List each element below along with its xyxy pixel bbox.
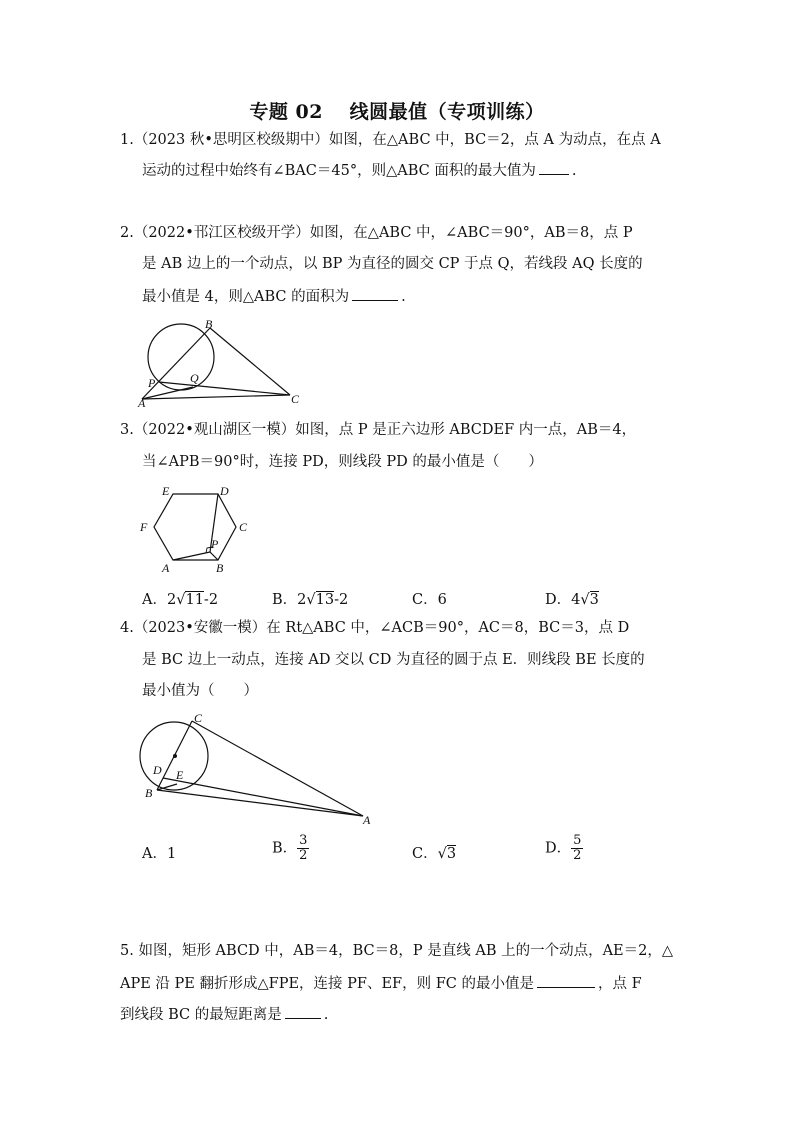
q4-label-b: B — [145, 786, 153, 800]
q4-option-b-letter: B． — [272, 840, 298, 857]
q3-option-d-letter: D． — [545, 592, 572, 608]
q3-hexagon — [154, 494, 236, 560]
q4-segment-da — [163, 778, 363, 816]
q3-option-c[interactable] — [412, 588, 447, 609]
q5-answer-blank-1 — [537, 973, 595, 988]
q4-option-a[interactable] — [142, 842, 176, 863]
q3-label-e: E — [162, 484, 170, 498]
page-title: 专题 02 线圆最值（专项训练） — [249, 101, 545, 123]
q4-segment-ca — [192, 721, 363, 816]
q3-option-d[interactable] — [545, 588, 599, 609]
q1-line2 — [142, 160, 576, 181]
q2-line3 — [142, 286, 406, 307]
q2-label-a: A — [138, 396, 146, 410]
q3-option-a-coef: 2 — [166, 592, 177, 608]
q3-option-a-radical: √11 — [176, 592, 204, 608]
q3-label-p: P — [211, 537, 219, 551]
q5-line3-text: 到线段 BC 的最短距离是 — [120, 1007, 282, 1023]
q4-segment-ba — [157, 790, 363, 816]
q2-period: . — [401, 289, 406, 305]
q4-figure — [135, 708, 380, 828]
q5-line3 — [120, 1004, 328, 1025]
q3-option-b-coef: 2 — [297, 592, 307, 608]
q4-line3: 最小值为（ ） — [142, 683, 258, 699]
q5-period: . — [323, 1007, 329, 1023]
q3-segment-bp — [210, 552, 218, 560]
q3-option-b-radical: √13 — [306, 592, 335, 608]
q2-label-c: C — [291, 392, 300, 406]
q3-option-b[interactable] — [272, 588, 348, 609]
q4-option-a-letter: A． — [142, 846, 167, 862]
q3-option-d-coef: 4 — [571, 592, 581, 608]
q3-option-d-radical: √3 — [580, 592, 599, 608]
q1-line2-text: 运动的过程中始终有∠BAC＝45°，则△ABC 面积的最大值为 — [142, 163, 536, 179]
q4-option-d-letter: D． — [545, 840, 572, 857]
q4-option-a-value: 1 — [166, 846, 177, 862]
q2-segment-bc — [210, 328, 290, 395]
q3-option-b-tail: -2 — [334, 592, 349, 608]
q4-line1: 4.（2023•安徽一模）在 Rt△ABC 中，∠ACB＝90°，AC＝8，BC＝3，点 D — [120, 620, 630, 636]
q2-label-p: P — [148, 376, 156, 390]
q2-line2: 是 AB 边上的一个动点，以 BP 为直径的圆交 CP 于点 Q，若线段 AQ 长度的 — [142, 256, 643, 272]
q3-line1: 3.（2022•观山湖区一模）如图，点 P 是正六边形 ABCDEF 内一点，AB＝4， — [120, 422, 637, 438]
q3-label-f: F — [140, 520, 148, 534]
q5-line2-tail: ，点 F — [597, 976, 642, 992]
q5-line2 — [120, 973, 642, 994]
q3-label-c: C — [239, 520, 248, 534]
q3-option-a-radicand: 11 — [185, 592, 204, 608]
q2-segment-pc — [159, 382, 290, 395]
q4-option-d[interactable] — [545, 834, 583, 863]
q4-line2: 是 BC 边上一动点，连接 AD 交以 CD 为直径的圆于点 E．则线段 BE 长度的 — [142, 652, 645, 668]
q4-option-c-radicand: 3 — [446, 846, 457, 862]
q4-option-d-numerator: 5 — [573, 833, 582, 848]
q1-line1: 1.（2023 秋•思明区校级期中）如图，在△ABC 中，BC＝2，点 A 为动点，在点 A — [120, 132, 661, 148]
q2-segment-ac — [142, 395, 290, 399]
q4-option-b-fraction — [297, 834, 309, 863]
q5-line1: 5. 如图，矩形 ABCD 中，AB＝4，BC＝8，P 是直线 AB 上的一个动点，AE＝2，△ — [120, 943, 674, 959]
q5-answer-blank-2 — [285, 1004, 321, 1019]
q2-figure — [130, 315, 320, 410]
q3-option-c-value: 6 — [437, 592, 447, 608]
q1-answer-blank — [539, 160, 569, 175]
q4-option-d-denominator: 2 — [573, 848, 582, 863]
q2-answer-blank — [352, 286, 398, 301]
q4-label-d: D — [153, 763, 162, 777]
q3-option-b-radicand: 13 — [315, 592, 335, 608]
q3-line2: 当∠APB＝90°时，连接 PD，则线段 PD 的最小值是（ ） — [142, 454, 543, 470]
q4-option-b[interactable] — [272, 834, 309, 863]
q3-option-a-tail: -2 — [203, 592, 219, 608]
q3-segment-ap — [173, 552, 210, 560]
q3-label-d: D — [220, 484, 229, 498]
q2-label-b: B — [205, 317, 213, 331]
q4-option-b-denominator: 2 — [299, 848, 308, 863]
q3-label-a: A — [162, 561, 170, 575]
q3-option-a-letter: A． — [142, 592, 167, 608]
q4-option-c-letter: C． — [412, 846, 438, 862]
q2-label-q: Q — [190, 371, 199, 385]
q3-option-c-letter: C． — [412, 592, 438, 608]
q3-option-d-radicand: 3 — [589, 592, 599, 608]
q3-option-b-letter: B． — [272, 592, 298, 608]
q3-label-b: B — [216, 561, 224, 575]
q4-label-e: E — [176, 768, 184, 782]
q1-period: . — [571, 163, 577, 179]
q4-option-b-numerator: 3 — [299, 833, 308, 848]
q4-option-d-fraction — [571, 834, 583, 863]
q4-circle-center — [173, 754, 177, 758]
q2-line1: 2.（2022•邗江区校级开学）如图，在△ABC 中，∠ABC＝90°，AB＝8，点 P — [120, 225, 633, 241]
q2-line3-text: 最小值是 4，则△ABC 的面积为 — [142, 289, 350, 305]
q3-option-a[interactable] — [142, 588, 218, 609]
q4-option-c[interactable] — [412, 842, 456, 863]
q5-line2-text: APE 沿 PE 翻折形成△FPE，连接 PF、EF，则 FC 的最小值是 — [120, 976, 534, 992]
q4-option-c-radical: √3 — [437, 846, 457, 862]
q4-label-c: C — [194, 711, 203, 725]
q4-label-a: A — [363, 813, 371, 827]
q3-figure — [132, 480, 252, 580]
